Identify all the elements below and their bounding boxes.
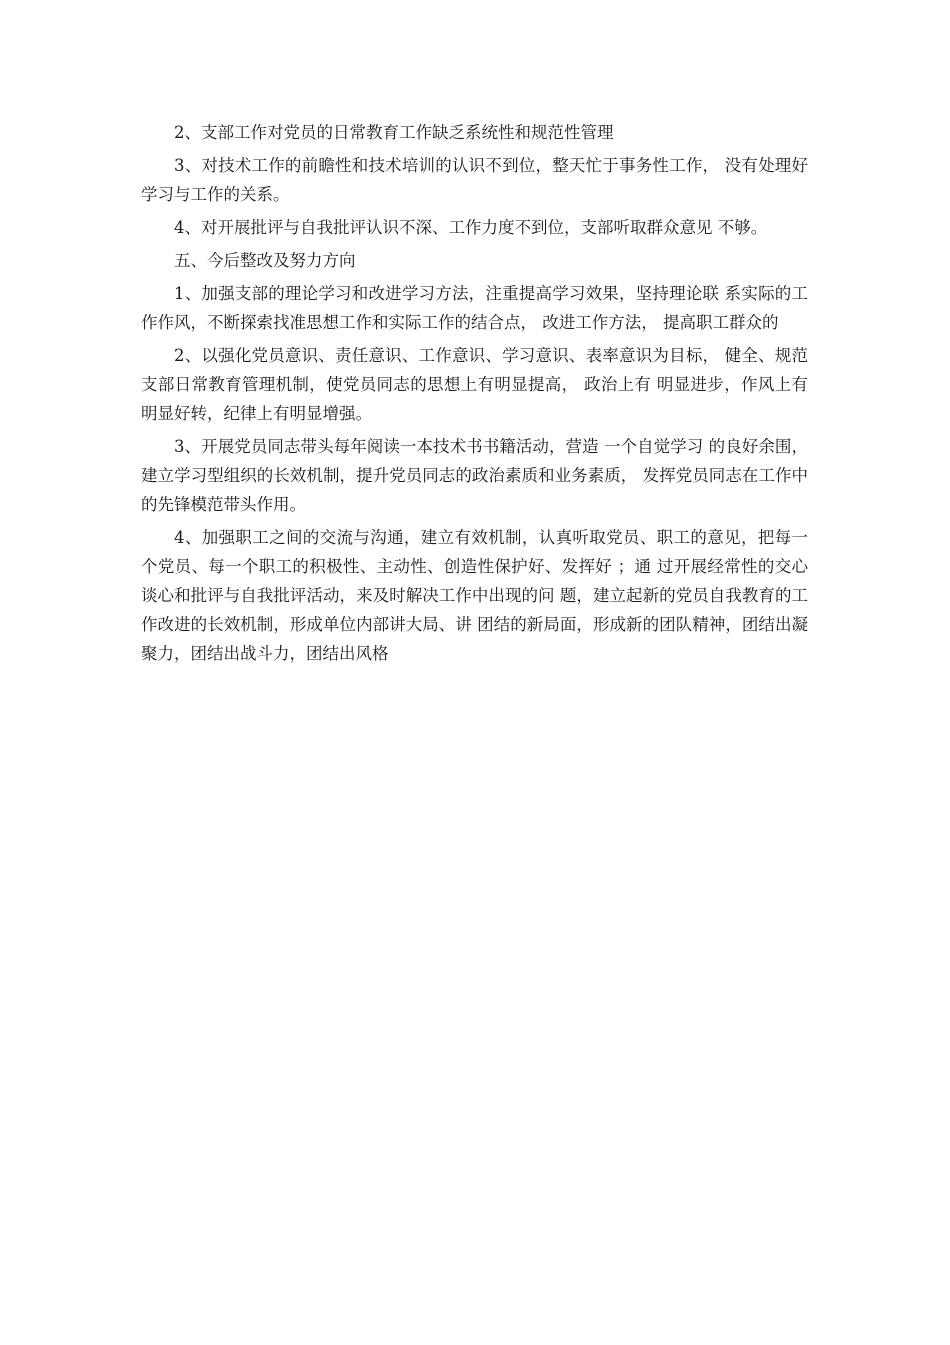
paragraph-problem-3: 3、对技术工作的前瞻性和技术培训的认识不到位，整天忙于事务性工作， 没有处理好学习与工作的关系。	[141, 156, 808, 204]
paragraph-problem-4: 4、对开展批评与自我批评认识不深、工作力度不到位，支部听取群众意见 不够。	[174, 218, 768, 237]
section-heading: 五、今后整改及努力方向	[174, 251, 356, 270]
paragraph-direction-1: 1、加强支部的理论学习和改进学习方法，注重提高学习效果，坚持理论联 系实际的工作作风，不断探索找准思想工作和实际工作的结合点， 改进工作方法， 提高职工群众的	[141, 284, 808, 332]
paragraph-direction-4: 4、加强职工之间的交流与沟通，建立有效机制，认真听取党员、职工的意见，把每一个党员、每一个职工的积极性、主动性、创造性保护好、发挥好 ；通 过开展经常性的交心谈心和批评与自我批评活动，来及时解决工作中出现的问 题，建立起新的党员自我教育的工作改进的长效机制，形成单位内部讲大局、讲 团结的新局面，形成新的团队精神，团结出凝聚力，团结出战斗力，团结出风格	[141, 528, 808, 663]
paragraph-direction-3: 3、开展党员同志带头每年阅读一本技术书书籍活动，营造 一个自觉学习 的良好余围，建立学习型组织的长效机制，提升党员同志的政治素质和业务素质， 发挥党员同志在工作中的先锋模范带头作用。	[141, 437, 808, 514]
document-body	[141, 118, 808, 668]
paragraph-problem-2: 2、支部工作对党员的日常教育工作缺乏系统性和规范性管理	[174, 123, 614, 142]
paragraph-direction-2: 2、以强化党员意识、责任意识、工作意识、学习意识、表率意识为目标， 健全、规范支部日常教育管理机制，使党员同志的思想上有明显提高， 政治上有 明显进步，作风上有明显好转，纪律上有明显增强。	[141, 346, 808, 423]
